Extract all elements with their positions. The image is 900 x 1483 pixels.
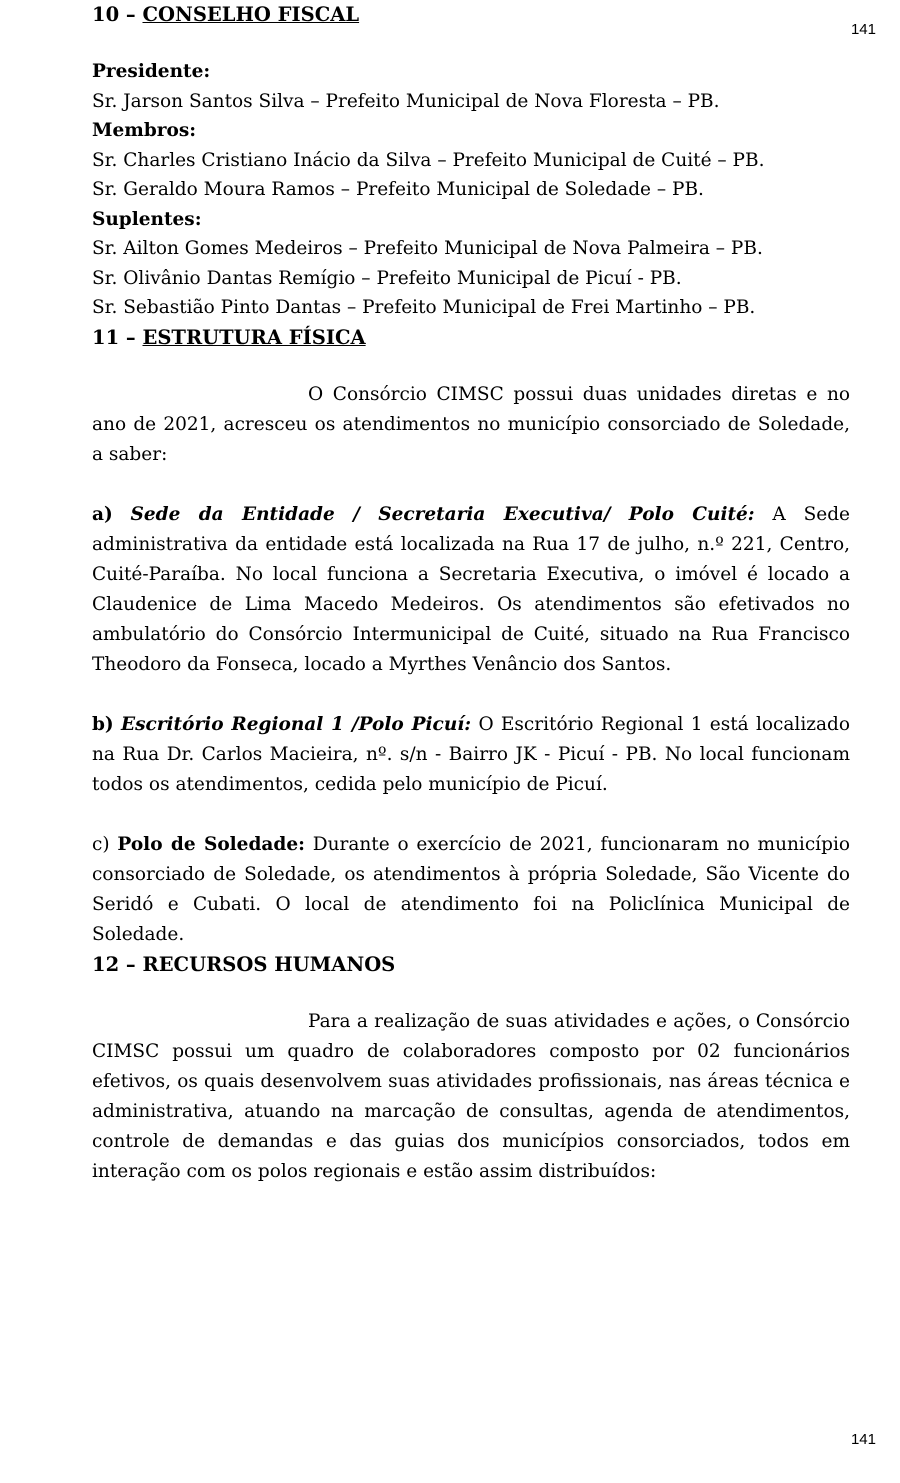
roster-member: Sr. Jarson Santos Silva – Prefeito Municipal de Nova Floresta – PB. [92,90,720,112]
roster-member: Sr. Geraldo Moura Ramos – Prefeito Municipal de Soledade – PB. [92,179,704,200]
section-12-heading [92,950,850,980]
item-c-marker: c) [92,833,110,855]
conselho-fiscal-roster [92,57,850,323]
item-a-marker: a) [92,503,113,525]
roster-member: Sr. Sebastião Pinto Dantas – Prefeito Municipal de Frei Martinho – PB. [92,297,756,318]
section-10-title: CONSELHO FISCAL [142,3,360,26]
roster-label-suplentes: Suplentes: [92,208,202,230]
item-c-body: Durante o exercício de 2021, funcionaram no município consorciado de Soledade, os atendimentos à própria Soledade, São Vicente do Seridó e Cubati. O local de atendimento foi na Policlínica Municipal de Soledade. [92,833,850,945]
item-c-paragraph [92,830,850,950]
header-page-number: 141 [850,21,876,38]
section-11-title: ESTRUTURA FÍSICA [142,325,366,349]
item-a-body: A Sede administrativa da entidade está localizada na Rua 17 de julho, n.º 221, Centro, Cuité-Paraíba. No local funciona a Secretaria Executiva, o imóvel é locado a Claudenice de Lima Macedo Medeiros. Os atendimentos são efetivados no ambulatório do Consórcio Intermunicipal de Cuité, situado na Rua Francisco Theodoro da Fonseca, locado a Myrthes Venâncio dos Santos. [92,503,850,675]
section-11-heading [92,323,850,353]
item-b-marker: b) [92,713,114,735]
item-b-body: O Escritório Regional 1 está localizado na Rua Dr. Carlos Macieira, nº. s/n - Bairro JK - Picuí - PB. No local funcionam todos os atendimentos, cedida pelo município de Picuí. [92,713,850,795]
roster-member: Sr. Ailton Gomes Medeiros – Prefeito Municipal de Nova Palmeira – PB. [92,238,763,259]
section-11-number: 11 – [92,325,136,349]
item-a-paragraph [92,500,850,680]
section-12-intro-paragraph: Para a realização de suas atividades e ações, o Consórcio CIMSC possui um quadro de colaboradores composto por 02 funcionários efetivos, os quais desenvolvem suas atividades profissionais, nas áreas técnica e administrativa, atuando na marcação de consultas, agenda de atendimentos, controle de demandas e das guias dos municípios consorciados, todos em interação com os polos regionais e estão assim distribuídos: [92,1010,850,1182]
item-c-lead: Polo de Soledade: [117,833,305,855]
roster-member: Sr. Olivânio Dantas Remígio – Prefeito Municipal de Picuí - PB. [92,267,682,289]
section-12-title: RECURSOS HUMANOS [142,952,396,976]
section-10-heading [92,0,850,30]
roster-member: Sr. Charles Cristiano Inácio da Silva – Prefeito Municipal de Cuité – PB. [92,149,765,171]
item-b-lead: Escritório Regional 1 /Polo Picuí: [121,713,472,735]
item-b-paragraph [92,710,850,800]
footer-page-number: 141 [850,1431,876,1448]
section-12-number: 12 – [92,952,136,976]
item-a-lead: Sede da Entidade / Secretaria Executiva/ Polo Cuité: [130,503,755,525]
roster-label-presidente: Presidente: [92,61,211,82]
roster-label-membros: Membros: [92,120,197,141]
section-10-number: 10 – [92,3,136,26]
section-11-intro-paragraph: O Consórcio CIMSC possui duas unidades diretas e no ano de 2021, acresceu os atendimentos no município consorciado de Soledade, a saber: [92,383,850,465]
